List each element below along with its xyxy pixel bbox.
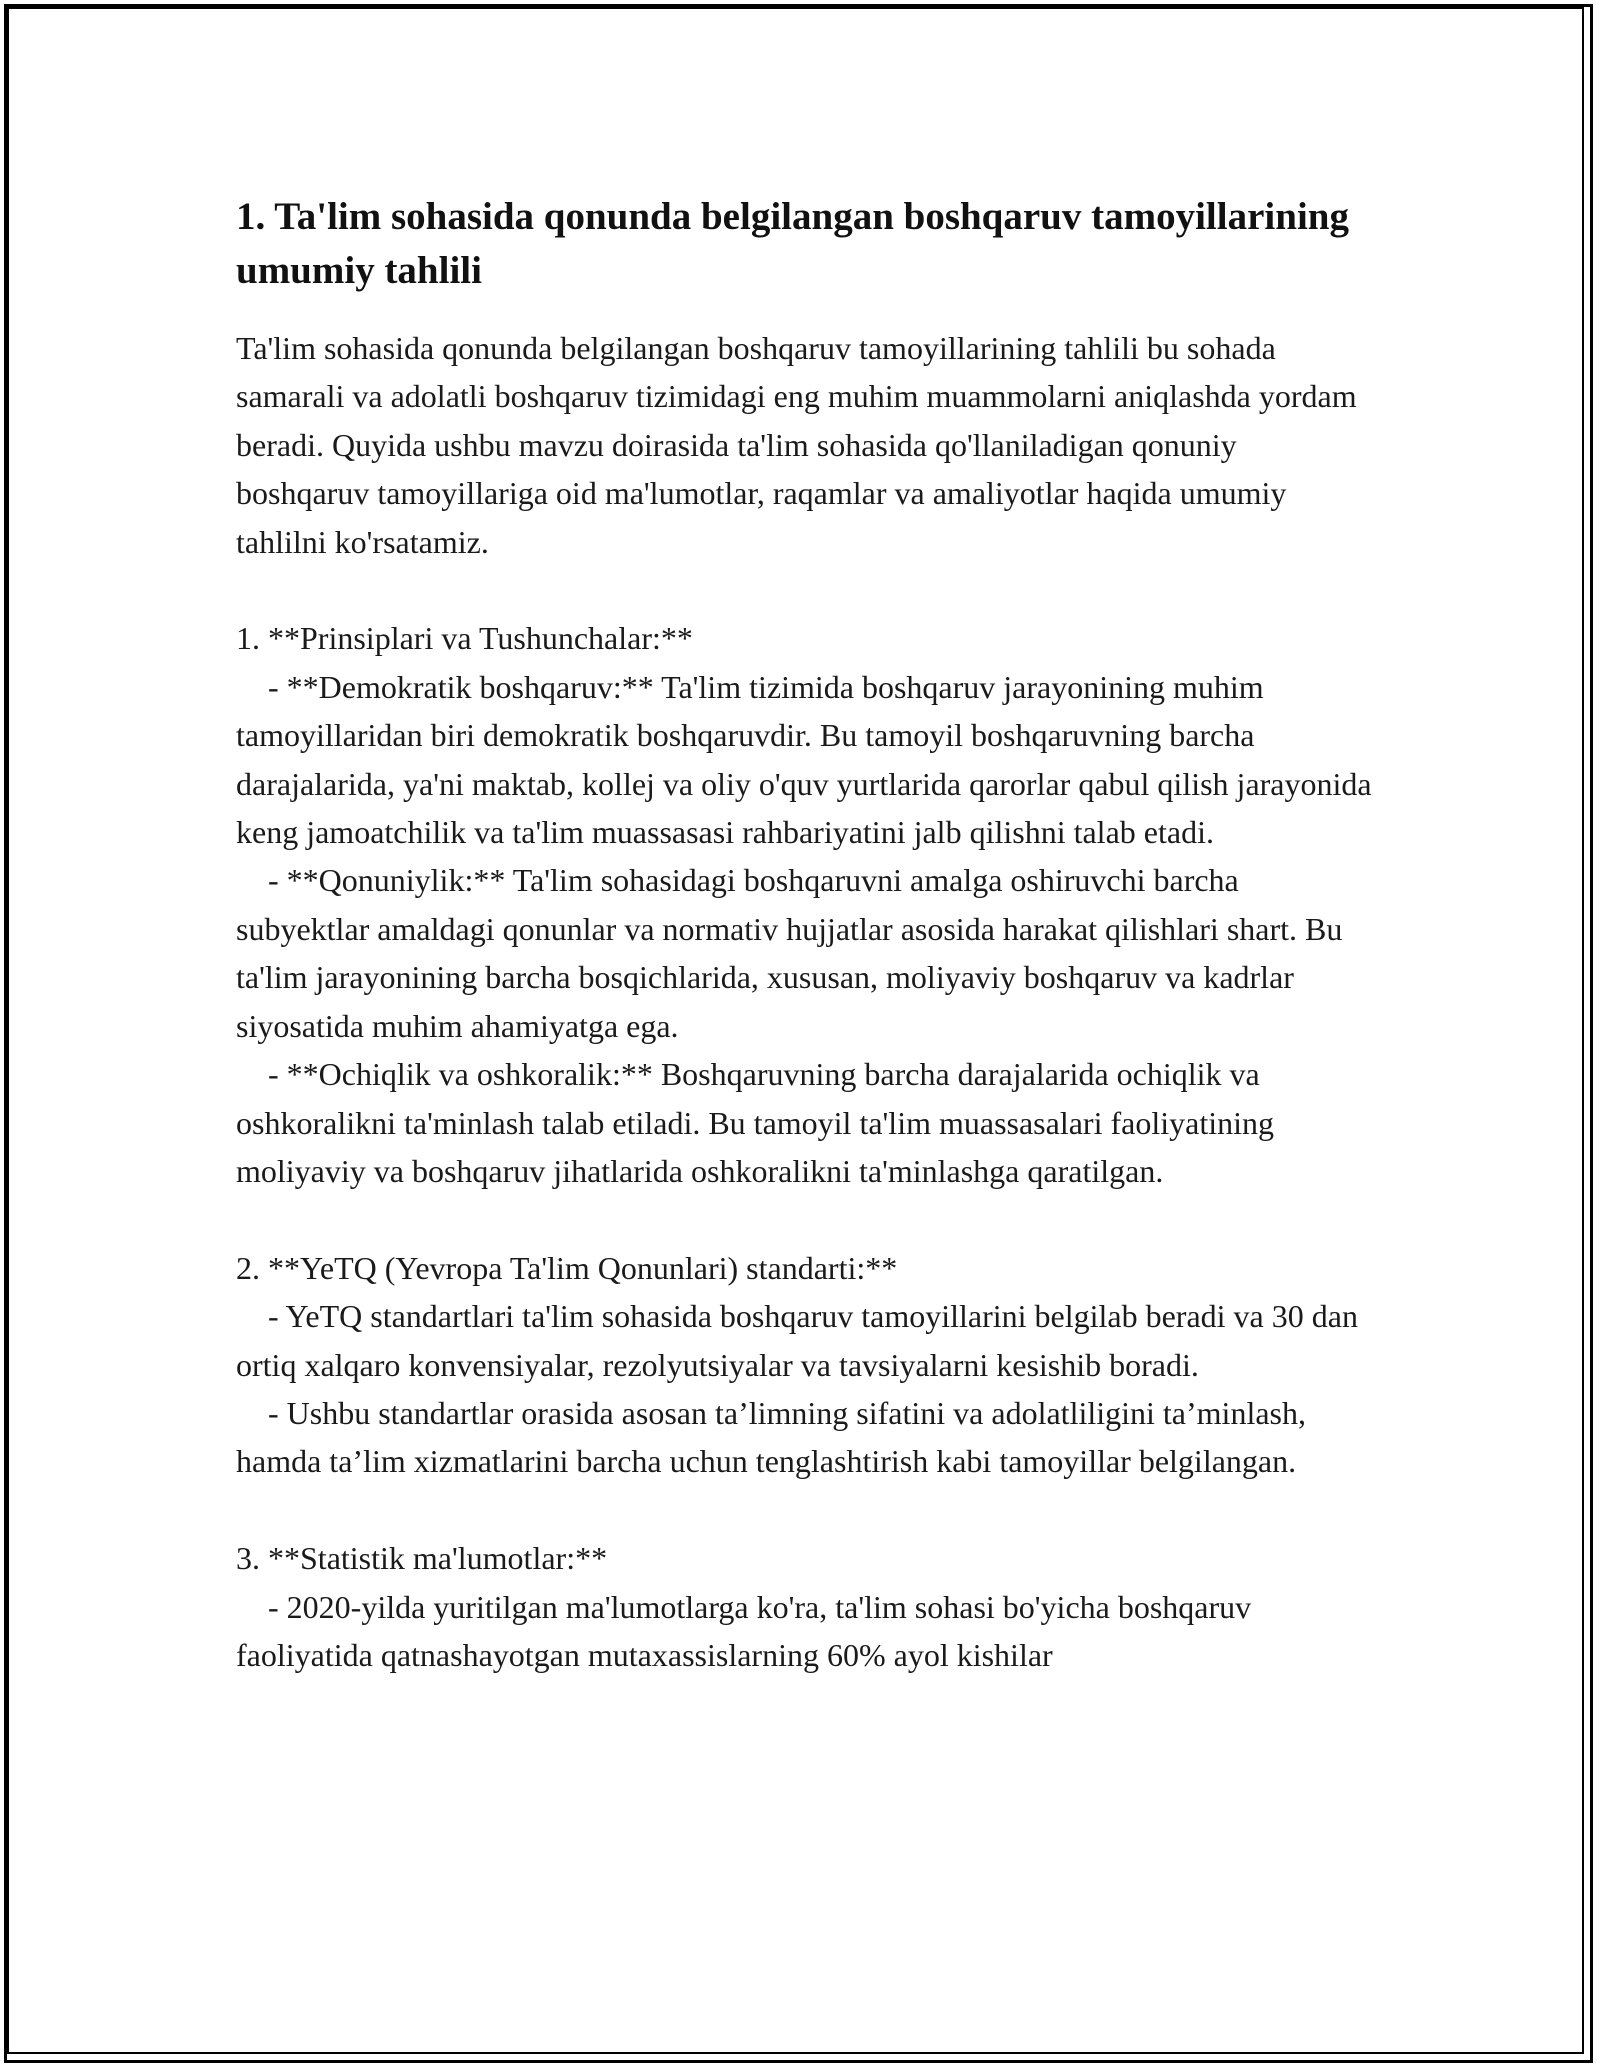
document-title: 1. Ta'lim sohasida qonunda belgilangan boshqaruv tamoyillarining umumiy tahlili [236,195,1349,292]
document-page [236,190,1376,1679]
document-body: Ta'lim sohasida qonunda belgilangan boshqaruv tamoyillarining tahlili bu sohada samarali va adolatli boshqaruv tizimidagi eng muhim muammolarni aniqlashda yordam beradi. Quyida ushbu mavzu doirasida ta'lim sohasida qo'llaniladigan qonuniy boshqaruv tamoyillariga oid ma'lumotlar, raqamlar va amaliyotlar haqida umumiy tahlilni ko'rsatamiz. 1. **Prinsiplari va Tushunchalar:** - **Demokratik boshqaruv:** Ta'lim tizimida boshqaruv jarayonining muhim tamoyillaridan biri demokratik boshqaruvdir. Bu tamoyil boshqaruvning barcha darajalarida, ya'ni maktab, kollej va oliy o'quv yurtlarida qarorlar qabul qilish jarayonida keng jamoatchilik va ta'lim muassasasi rahbariyatini jalb qilishni talab etadi. - **Qonuniylik:** Ta'lim sohasidagi boshqaruvni amalga oshiruvchi barcha subyektlar amaldagi qonunlar va normativ hujjatlar asosida harakat qilishlari shart. Bu ta'lim jarayonining barcha bosqichlarida, xususan, moliyaviy boshqaruv va kadrlar siyosatida muhim ahamiyatga ega. - **Ochiqlik va oshkoralik:** Boshqaruvning barcha darajalarida ochiqlik va oshkoralikni ta'minlash talab etiladi. Bu tamoyil ta'lim muassasalari faoliyatining moliyaviy va boshqaruv jihatlarida oshkoralikni ta'minlashga qaratilgan. 2. **YeTQ (Yevropa Ta'lim Qonunlari) standarti:** - YeTQ standartlari ta'lim sohasida boshqaruv tamoyillarini belgilab beradi va 30 dan ortiq xalqaro konvensiyalar, rezolyutsiyalar va tavsiyalarni kesishib boradi. - Ushbu standartlar orasida asosan ta’limning sifatini va adolatliligini ta’minlash, hamda ta’lim xizmatlarini barcha uchun tenglashtirish kabi tamoyillar belgilangan. 3. **Statistik ma'lumotlar:** - 2020-yilda yuritilgan ma'lumotlarga ko'ra, ta'lim sohasi bo'yicha boshqaruv faoliyatida qatnashayotgan mutaxassislarning 60% ayol kishilar [236,330,1372,1673]
